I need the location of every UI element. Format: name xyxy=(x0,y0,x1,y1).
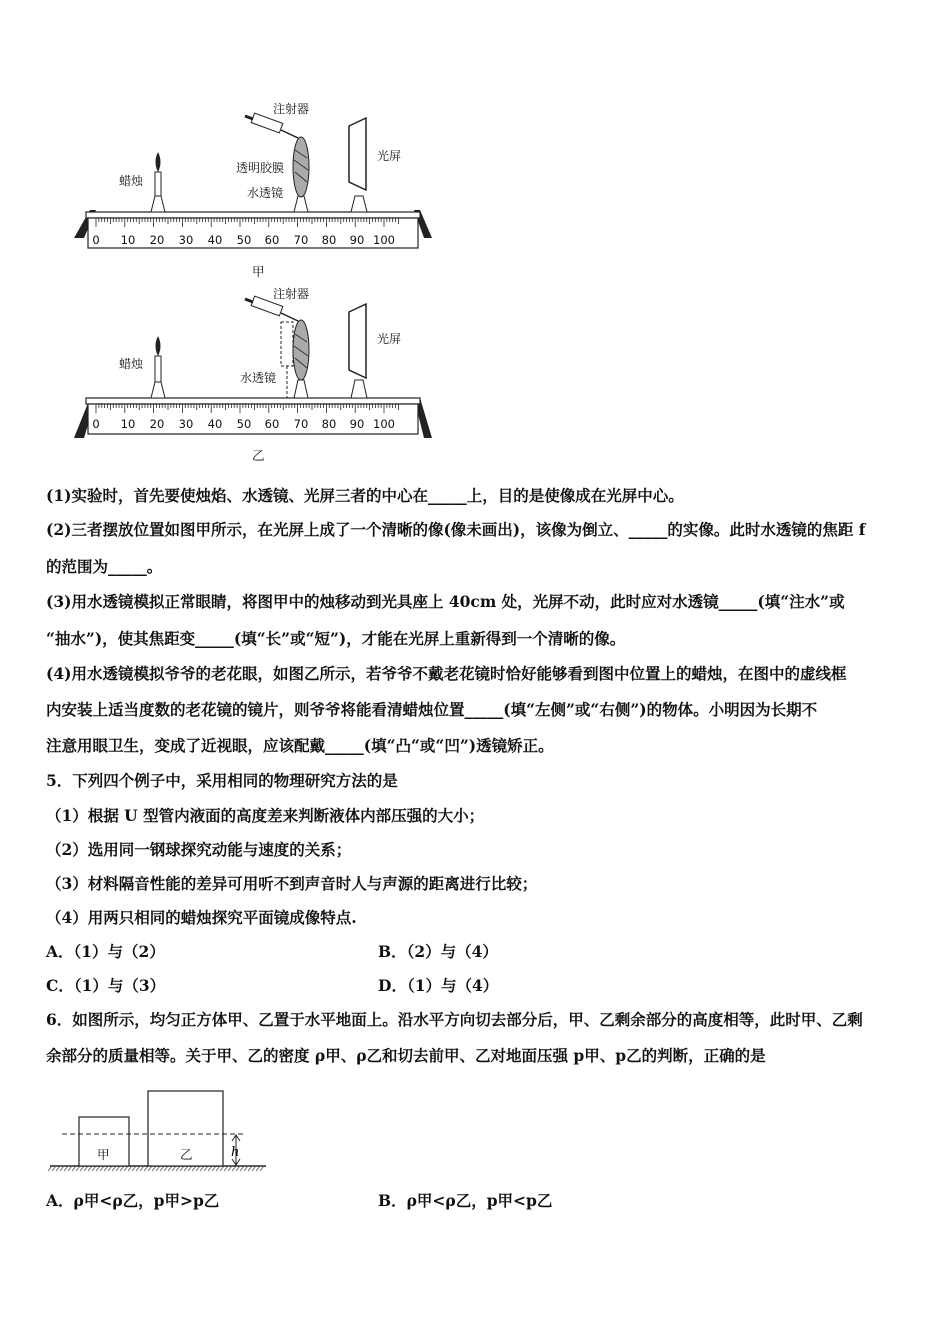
label-water-lens: 水透镜 xyxy=(247,186,284,200)
label-screen: 光屏 xyxy=(377,332,402,346)
tick-label: 50 xyxy=(236,417,252,431)
flame-icon xyxy=(156,336,161,356)
cube-yi-label: 乙 xyxy=(180,1147,193,1162)
tick-label: 30 xyxy=(178,233,194,247)
q4-part2-line1: (2)三者摆放位置如图甲所示，在光屏上成了一个清晰的像(像未画出)，该像为倒立、_____的实像。此时水透镜的焦距 f xyxy=(46,520,866,539)
ruler xyxy=(88,218,418,248)
q5-option-a[interactable]: A．（1）与（2） xyxy=(46,942,165,961)
tick-label: 100 xyxy=(373,417,395,431)
figure-caption: 乙 xyxy=(252,448,265,463)
label-membrane: 透明胶膜 xyxy=(236,161,285,175)
q5-option-c[interactable]: C．（1）与（3） xyxy=(46,976,166,995)
q5-item: （4）用两只相同的蜡烛探究平面镜成像特点. xyxy=(46,908,357,927)
q5-item: （2）选用同一钢球探究动能与速度的关系； xyxy=(46,840,352,859)
ruler xyxy=(88,404,418,434)
label-candle: 蜡烛 xyxy=(119,357,144,371)
q5-item: （1）根据 U 型管内液面的高度差来判断液体内部压强的大小； xyxy=(46,806,485,825)
tick-label: 10 xyxy=(120,417,136,431)
q5-stem: 5．下列四个例子中，采用相同的物理研究方法的是 xyxy=(46,771,398,790)
tick-label: 70 xyxy=(293,233,309,247)
q6-option-a[interactable]: A．ρ甲<ρ乙，p甲>p乙 xyxy=(46,1191,220,1210)
q6-stem-line1: 6．如图所示，均匀正方体甲、乙置于水平地面上。沿水平方向切去部分后，甲、乙剩余部分的高度相等，此时甲、乙剩 xyxy=(46,1010,863,1029)
bench-rail xyxy=(86,212,420,218)
candle xyxy=(151,336,165,398)
label-screen: 光屏 xyxy=(377,149,402,163)
flame-icon xyxy=(156,152,161,172)
light-screen xyxy=(349,304,367,398)
tick-label: 40 xyxy=(207,233,223,247)
q5-option-b[interactable]: B．（2）与（4） xyxy=(378,942,498,961)
figure-yi xyxy=(74,287,432,463)
tick-label: 30 xyxy=(178,417,194,431)
q6-option-b[interactable]: B．ρ甲<ρ乙，p甲<p乙 xyxy=(378,1191,553,1210)
label-candle: 蜡烛 xyxy=(119,174,144,188)
light-screen xyxy=(349,118,367,212)
q6-stem-line2: 余部分的质量相等。关于甲、乙的密度 ρ甲、ρ乙和切去前甲、乙对地面压强 p甲、p乙的判断，正确的是 xyxy=(46,1046,766,1065)
syringe-icon xyxy=(245,113,298,138)
height-label: h xyxy=(231,1145,240,1160)
q4-part4-line2: 内安装上适当度数的老花镜的镜片，则爷爷将能看清蜡烛位置_____(填“左侧”或“右侧”)的物体。小明因为长期不 xyxy=(46,700,818,719)
figure-jia xyxy=(74,102,432,279)
tick-label: 60 xyxy=(264,233,280,247)
q4-part2-line2: 的范围为_____。 xyxy=(46,557,163,576)
tick-label: 90 xyxy=(349,233,365,247)
tick-label: 50 xyxy=(236,233,252,247)
q4-part4-line3: 注意用眼卫生，变成了近视眼，应该配戴_____(填“凸“或“凹”)透镜矫正。 xyxy=(46,736,554,755)
candle xyxy=(151,152,165,212)
q5-option-d[interactable]: D．（1）与（4） xyxy=(378,976,499,995)
label-syringe: 注射器 xyxy=(273,102,310,116)
figure-caption: 甲 xyxy=(252,264,265,279)
tick-label: 0 xyxy=(92,417,100,431)
tick-label: 80 xyxy=(321,233,337,247)
water-lens xyxy=(293,320,309,398)
q4-part4-line1: (4)用水透镜模拟爷爷的老花眼，如图乙所示，若爷爷不戴老花镜时恰好能够看到图中位置上的蜡烛，在图中的虚线框 xyxy=(46,664,847,683)
q4-part3-line1: (3)用水透镜模拟正常眼睛，将图甲中的烛移动到光具座上 40cm 处，光屏不动，此时应对水透镜_____(填“注水”或 xyxy=(46,592,845,611)
tick-label: 0 xyxy=(92,233,100,247)
label-water-lens: 水透镜 xyxy=(240,371,277,385)
tick-label: 70 xyxy=(293,417,309,431)
tick-label: 20 xyxy=(149,233,165,247)
tick-label: 80 xyxy=(321,417,337,431)
q4-part3-line2: “抽水”)，使其焦距变_____(填“长”或“短”)，才能在光屏上重新得到一个清晰的像。 xyxy=(46,629,626,648)
water-lens xyxy=(293,137,309,212)
tick-label: 90 xyxy=(349,417,365,431)
tick-label: 60 xyxy=(264,417,280,431)
dashed-frame xyxy=(281,322,293,366)
tick-label: 100 xyxy=(373,233,395,247)
bench-rail xyxy=(86,398,420,404)
label-syringe: 注射器 xyxy=(273,287,310,301)
q4-part1: (1)实验时，首先要使烛焰、水透镜、光屏三者的中心在_____上，目的是使像成在光屏中心。 xyxy=(46,486,684,505)
tick-label: 10 xyxy=(120,233,136,247)
figure-cubes xyxy=(48,1091,266,1171)
cube-jia-label: 甲 xyxy=(97,1147,110,1162)
q5-item: （3）材料隔音性能的差异可用听不到声音时人与声源的距离进行比较； xyxy=(46,874,538,893)
tick-label: 40 xyxy=(207,417,223,431)
tick-label: 20 xyxy=(149,417,165,431)
